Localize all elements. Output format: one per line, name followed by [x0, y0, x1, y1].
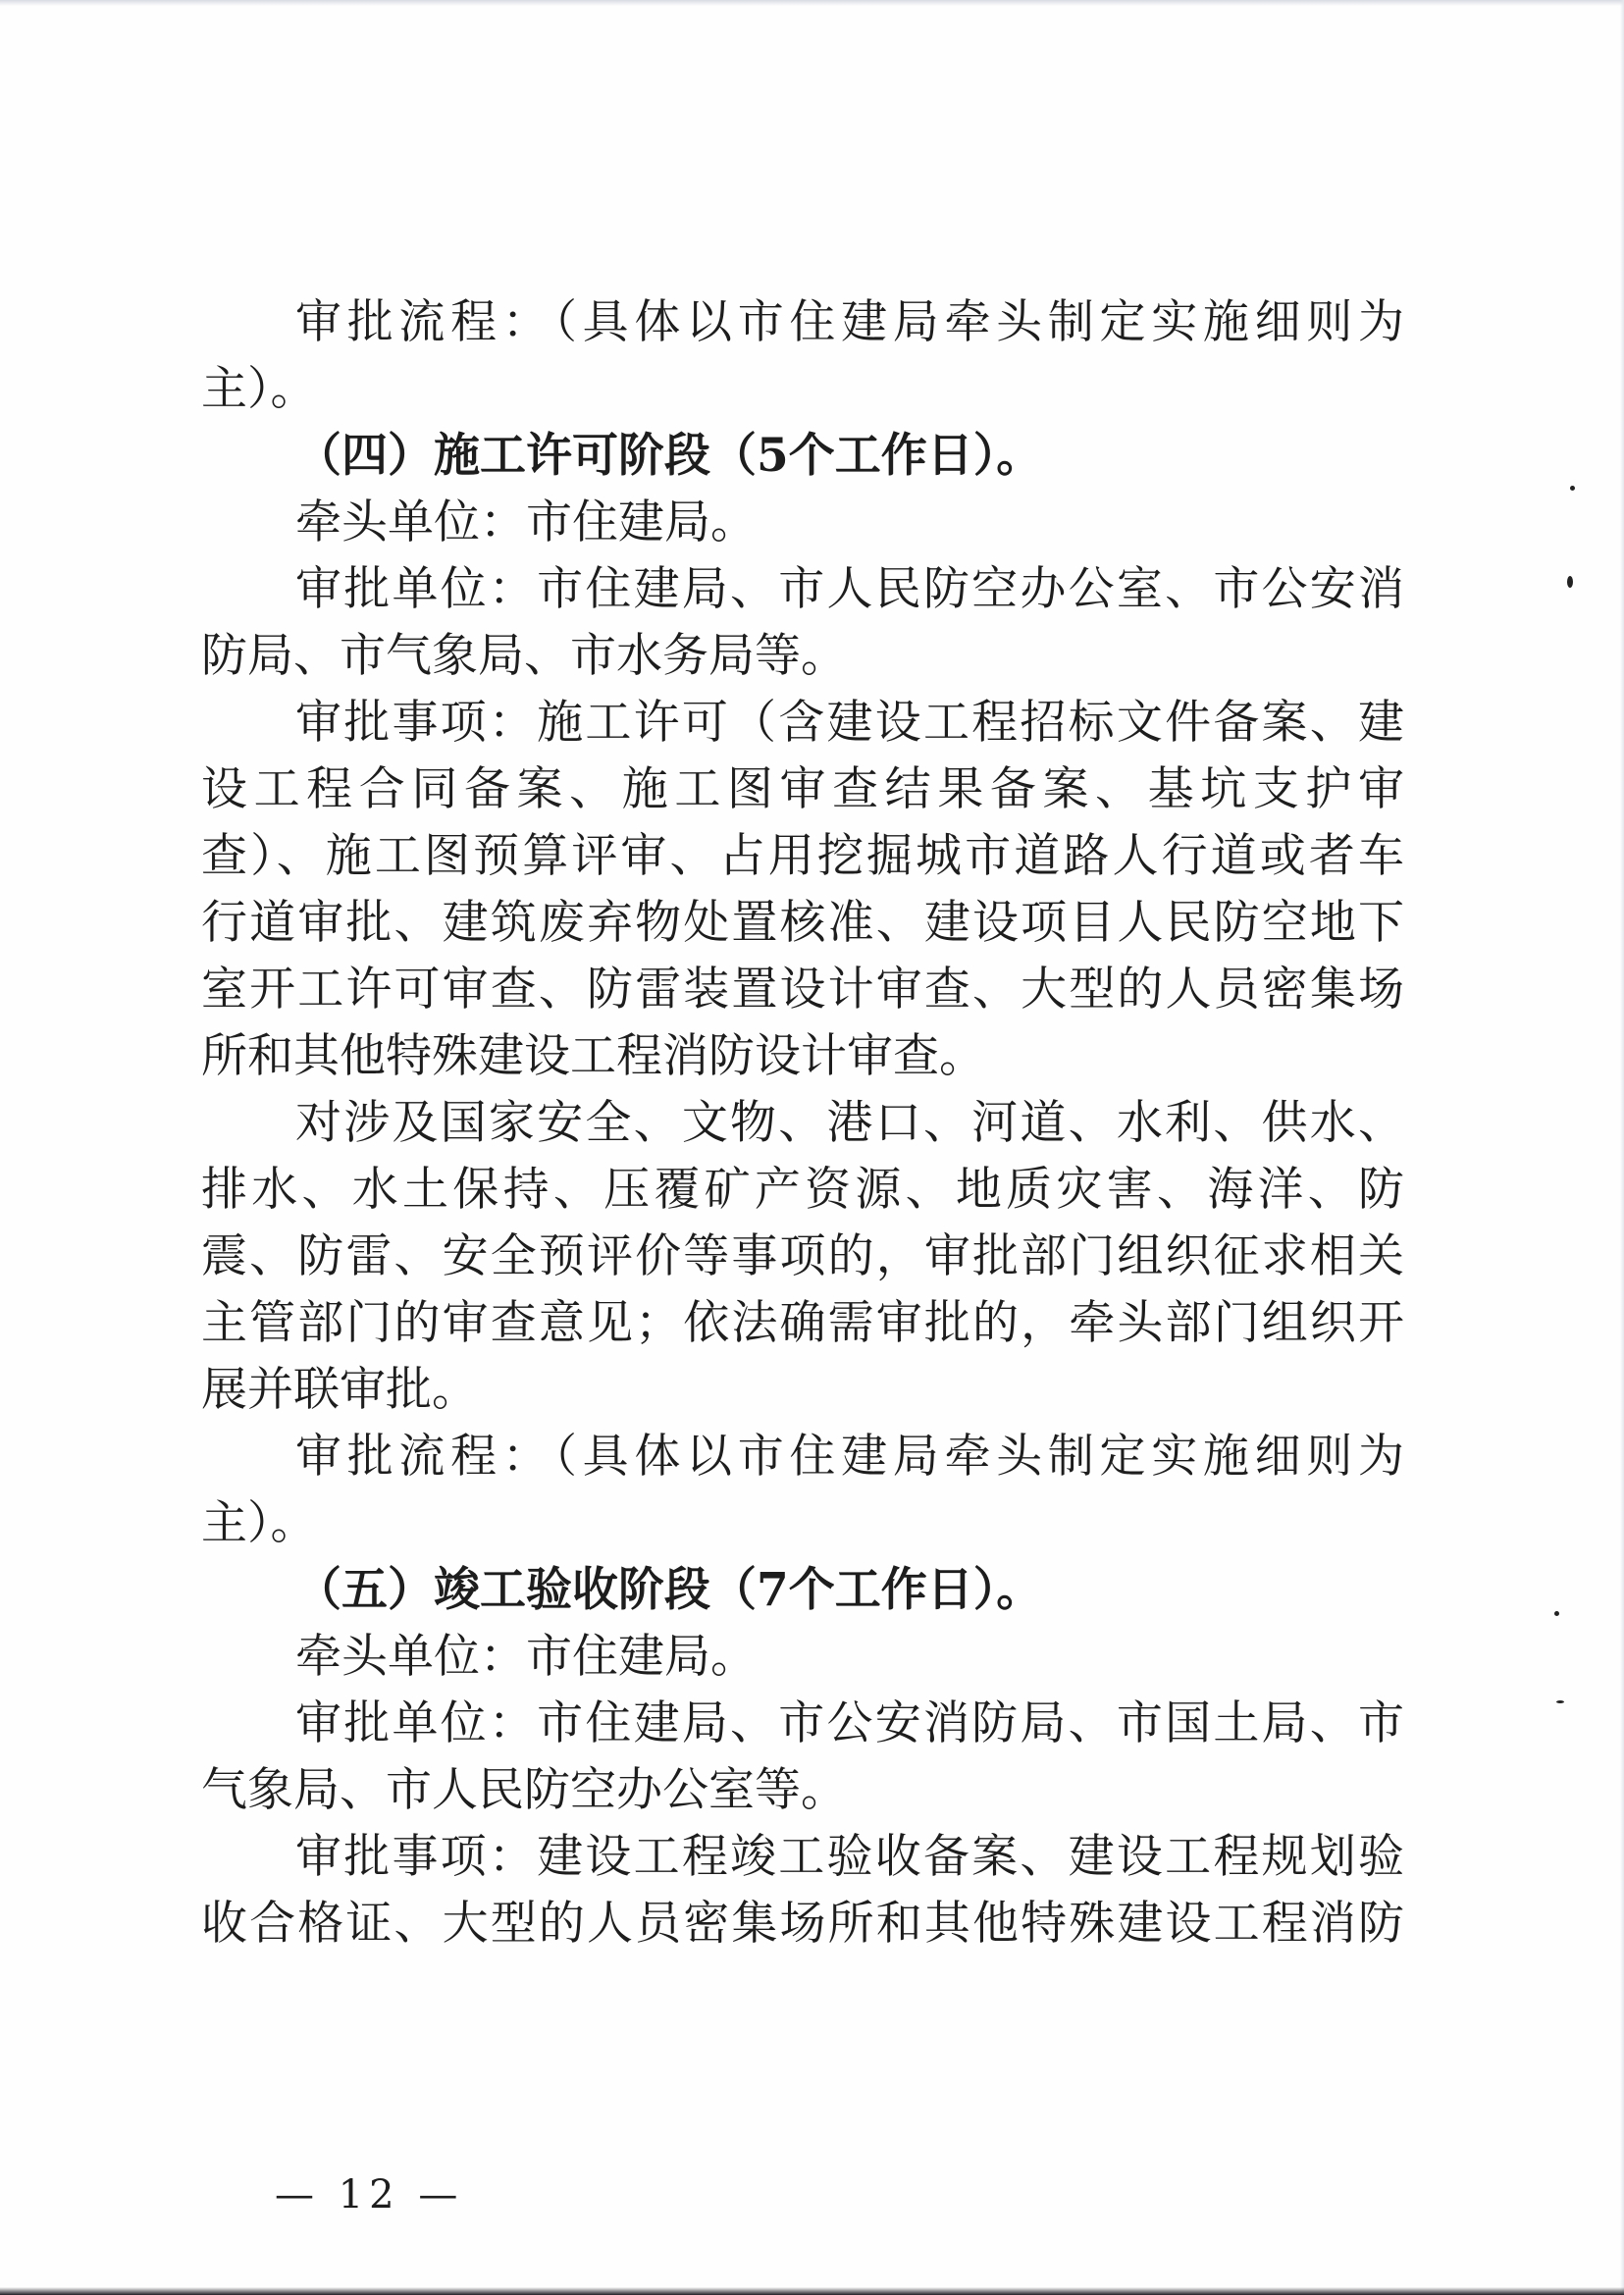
section-heading: （五）竣工验收阶段（7个工作日）。	[295, 1563, 1043, 1617]
text-line: 查）、施工图预算评审、占用挖掘城市道路人行道或者车	[201, 829, 1404, 883]
scan-edge-right	[1620, 0, 1624, 2295]
text-line: 防局、市气象局、市水务局等。	[201, 629, 847, 683]
scan-edge-bottom	[0, 2287, 1624, 2295]
text-line: 排水、水土保持、压覆矿产资源、地质灾害、海洋、防	[201, 1163, 1404, 1217]
text-line: 审批单位：市住建局、市人民防空办公室、市公安消	[295, 562, 1404, 616]
text-line: 室开工许可审查、防雷装置设计审查、大型的人员密集场	[201, 963, 1404, 1017]
text-line: 主管部门的审查意见；依法确需审批的，牵头部门组织开	[201, 1296, 1404, 1350]
text-line: 审批流程：（具体以市住建局牵头制定实施细则为	[295, 295, 1404, 349]
text-line: 所和其他特殊建设工程消防设计审查。	[201, 1029, 985, 1083]
scan-speck	[1567, 576, 1573, 588]
scan-speck	[1570, 486, 1575, 491]
text-line: 审批事项：施工许可（含建设工程招标文件备案、建	[295, 696, 1404, 750]
text-line: 对涉及国家安全、文物、港口、河道、水利、供水、	[295, 1096, 1404, 1150]
scan-speck	[1556, 1700, 1564, 1703]
text-line: 收合格证、大型的人员密集场所和其他特殊建设工程消防	[201, 1897, 1404, 1951]
text-line: 主）。	[201, 362, 317, 416]
page-number: — 12 —	[275, 2172, 464, 2217]
section-heading: （四）施工许可阶段（5个工作日）。	[295, 429, 1043, 483]
text-line: 牵头单位：市住建局。	[295, 496, 757, 549]
scan-edge-top	[0, 0, 1624, 6]
text-line: 展并联审批。	[201, 1363, 478, 1417]
text-line: 主）。	[201, 1496, 317, 1550]
text-line: 牵头单位：市住建局。	[295, 1630, 757, 1684]
text-line: 审批事项：建设工程竣工验收备案、建设工程规划验	[295, 1830, 1404, 1884]
document-body	[201, 289, 1404, 1957]
text-line: 审批单位：市住建局、市公安消防局、市国土局、市	[295, 1696, 1404, 1750]
scan-speck	[1554, 1611, 1559, 1616]
text-line: 审批流程：（具体以市住建局牵头制定实施细则为	[295, 1430, 1404, 1484]
text-line: 震、防雷、安全预评价等事项的，审批部门组织征求相关	[201, 1229, 1404, 1283]
text-line: 气象局、市人民防空办公室等。	[201, 1763, 847, 1817]
text-line: 行道审批、建筑废弃物处置核准、建设项目人民防空地下	[201, 896, 1404, 950]
text-line: 设工程合同备案、施工图审查结果备案、基坑支护审	[201, 762, 1404, 816]
